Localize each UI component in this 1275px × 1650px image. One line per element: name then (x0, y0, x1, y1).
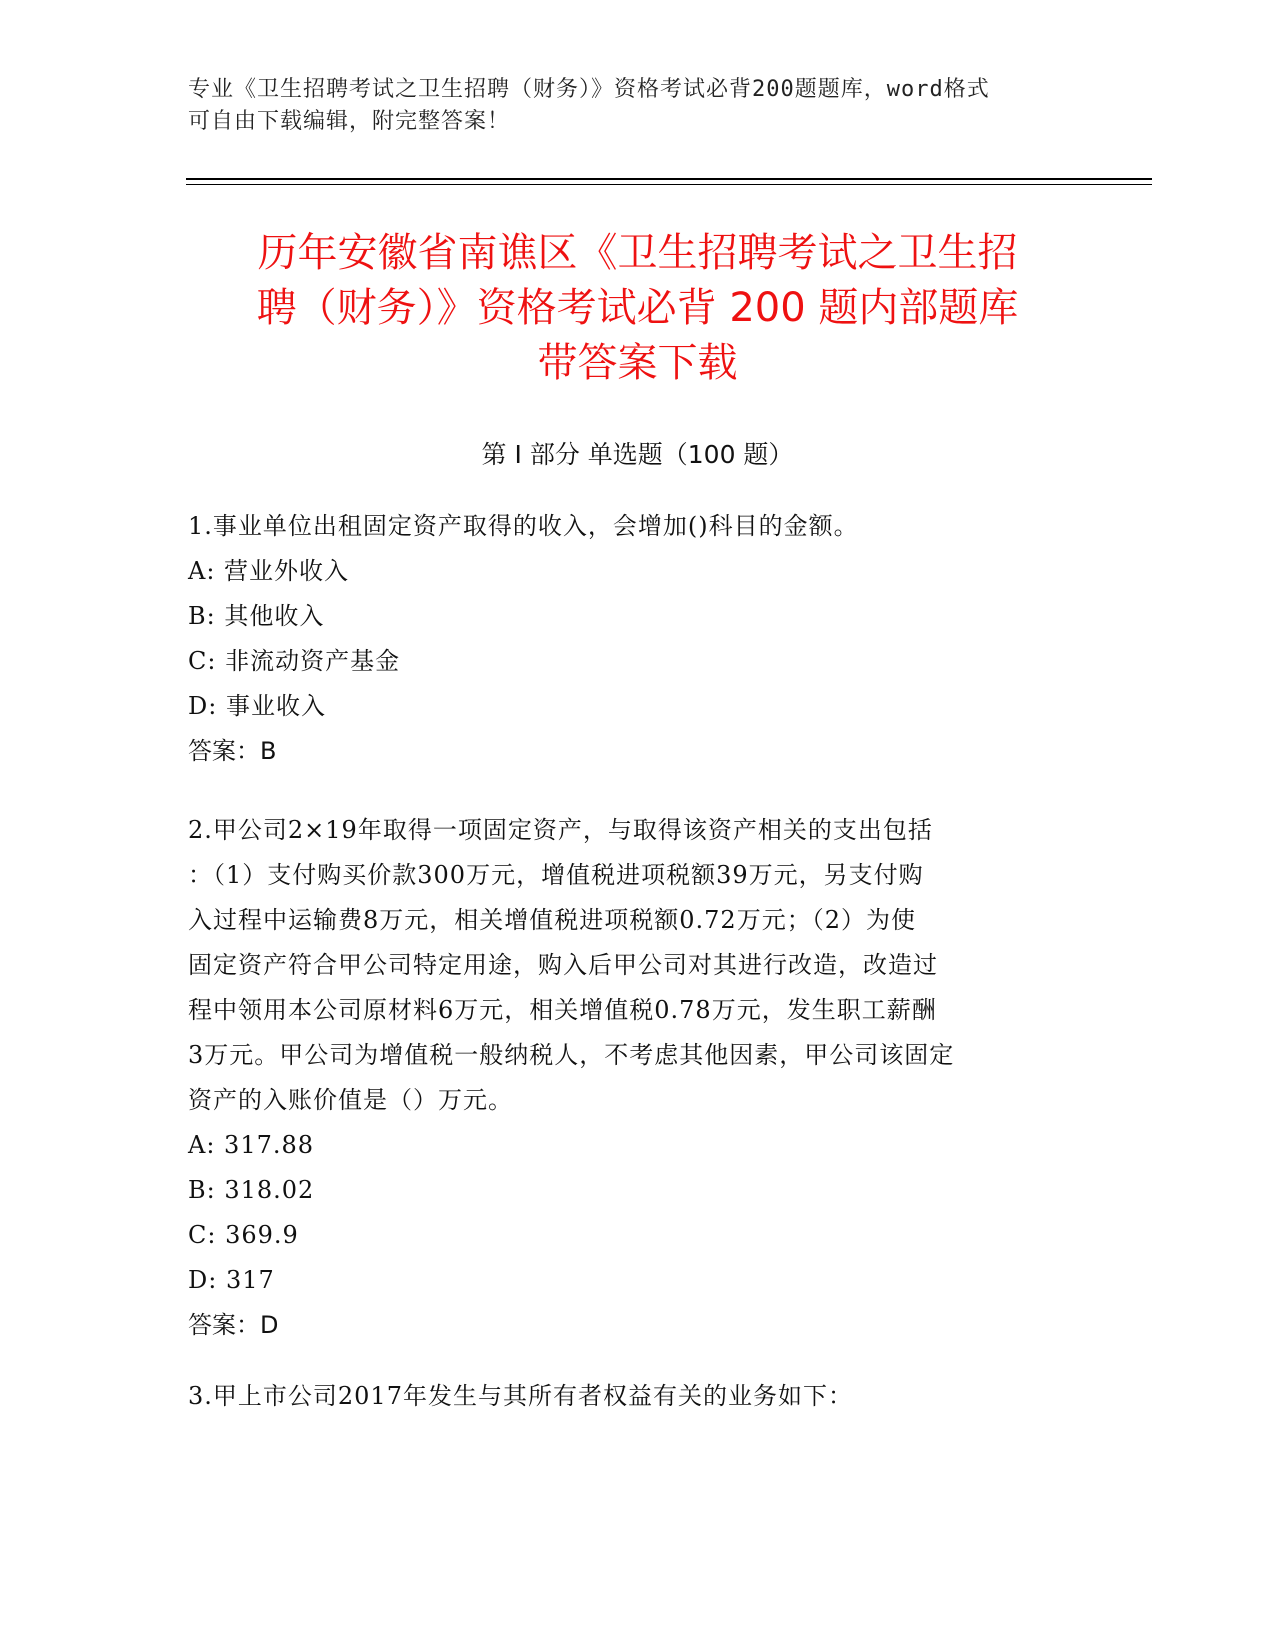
option-a: A: 营业外收入 (188, 557, 350, 585)
header-rule-thick (186, 178, 1152, 180)
question-text: 资产的入账价值是（）万元。 (188, 1086, 513, 1114)
section-heading: 第 I 部分 单选题（100 题） (481, 440, 794, 469)
question-text: 1.事业单位出租固定资产取得的收入，会增加()科目的金额。 (188, 512, 859, 540)
question-text: ：（1）支付购买价款300万元，增值税进项税额39万元，另支付购 (188, 861, 924, 889)
answer: 答案：D (188, 1311, 279, 1339)
title-line: 聘（财务）》资格考试必背 200 题内部题库 (256, 285, 1019, 331)
question-2 (188, 808, 1088, 1348)
question-text: 固定资产符合甲公司特定用途，购入后甲公司对其进行改造，改造过 (188, 951, 938, 979)
question-1 (188, 504, 1088, 774)
question-text: 3万元。甲公司为增值税一般纳税人，不考虑其他因素，甲公司该固定 (188, 1041, 955, 1069)
answer: 答案：B (188, 737, 277, 765)
question-text: 入过程中运输费8万元，相关增值税进项税额0.72万元；（2）为使 (188, 906, 916, 934)
option-c: C: 369.9 (188, 1221, 299, 1249)
question-text: 程中领用本公司原材料6万元，相关增值税0.78万元，发生职工薪酬 (188, 996, 937, 1024)
header-note-line: 可自由下载编辑，附完整答案！ (188, 109, 511, 134)
title-line: 历年安徽省南谯区《卫生招聘考试之卫生招 (257, 230, 1018, 276)
question-text: 2.甲公司2×19年取得一项固定资产，与取得该资产相关的支出包括 (188, 816, 933, 844)
header-rule-thin (186, 184, 1152, 185)
option-b: B: 其他收入 (188, 602, 325, 630)
question-3 (188, 1374, 1088, 1419)
option-a: A: 317.88 (188, 1131, 315, 1159)
header-note-line: 专业《卫生招聘考试之卫生招聘（财务）》资格考试必背200题题库，word格式 (188, 77, 990, 102)
title-line: 带答案下载 (537, 340, 738, 386)
question-text: 3.甲上市公司2017年发生与其所有者权益有关的业务如下： (188, 1382, 853, 1410)
header-note (188, 74, 1068, 138)
option-b: B: 318.02 (188, 1176, 315, 1204)
option-d: D: 事业收入 (188, 692, 326, 720)
option-c: C: 非流动资产基金 (188, 647, 401, 675)
option-d: D: 317 (188, 1266, 275, 1294)
document-title (150, 226, 1125, 391)
